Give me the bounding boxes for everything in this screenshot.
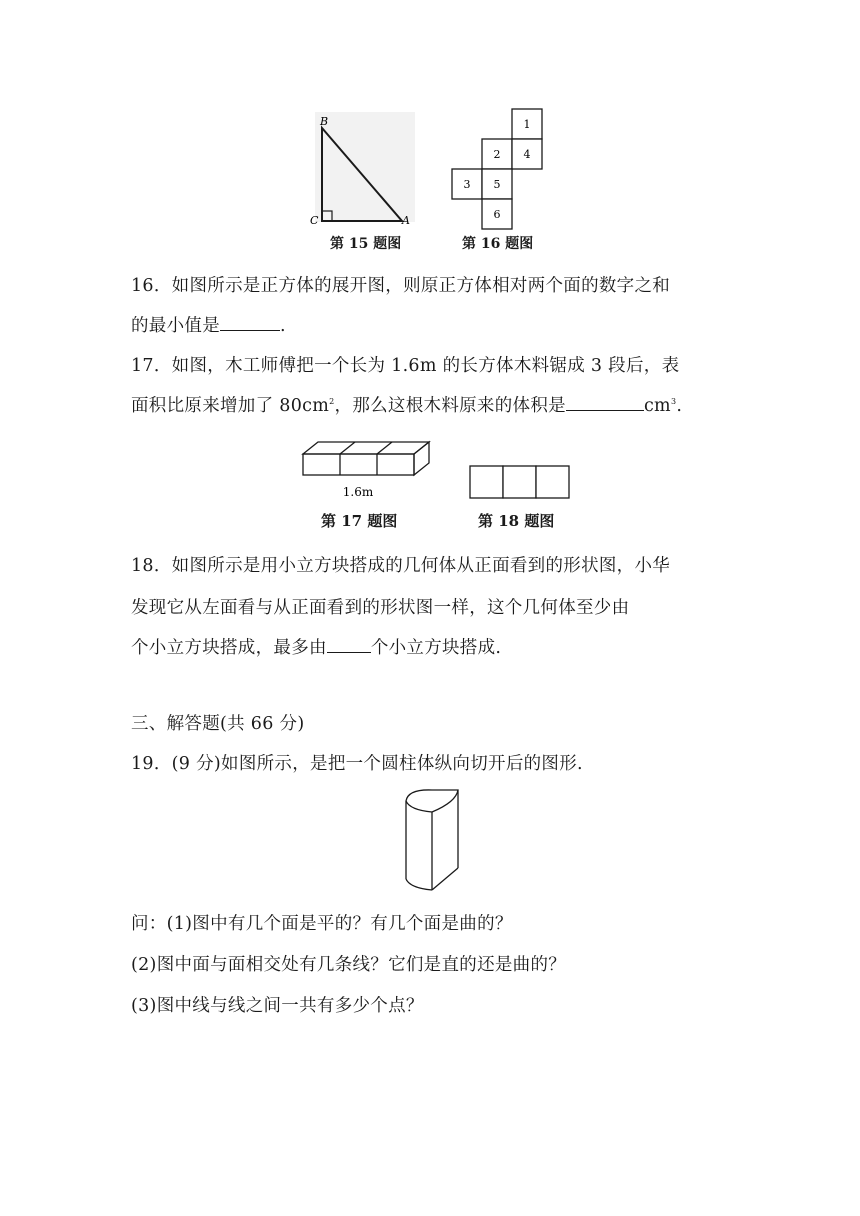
q19-line1: 19．(9 分)如图所示，是把一个圆柱体纵向切开后的图形. bbox=[131, 754, 583, 774]
q17-line2-end: . bbox=[676, 396, 683, 416]
q19-sub2: (2)图中面与面相交处有几条线？它们是直的还是曲的？ bbox=[131, 955, 567, 975]
net-cell-4: 4 bbox=[523, 148, 531, 161]
q17-line2-text-a: 面积比原来增加了 80cm bbox=[131, 396, 330, 416]
figure-15 bbox=[305, 108, 420, 232]
figure-18 bbox=[468, 463, 572, 501]
q17-line2-text-b: ，那么这根木料原来的体积是 bbox=[334, 396, 566, 416]
right-triangle-diagram bbox=[305, 108, 420, 232]
net-cell-1: 1 bbox=[523, 118, 531, 131]
net-cell-2: 2 bbox=[493, 148, 501, 161]
net-cell-6: 6 bbox=[493, 208, 501, 221]
net-cell-3: 3 bbox=[463, 178, 471, 191]
q17-answer-blank[interactable] bbox=[566, 394, 644, 411]
figure-15-caption: 第 15 题图 bbox=[330, 236, 402, 252]
net-cell-5: 5 bbox=[493, 178, 501, 191]
figure-16-caption: 第 16 题图 bbox=[462, 236, 534, 252]
figure-19 bbox=[400, 786, 464, 894]
vertex-a-label: A bbox=[402, 214, 410, 227]
figure-17-caption: 第 17 题图 bbox=[321, 512, 398, 530]
q18-line2: 发现它从左面看与从正面看到的形状图一样，这个几何体至少由 bbox=[131, 598, 630, 618]
figure-18-caption: 第 18 题图 bbox=[478, 512, 555, 530]
vertex-b-label: B bbox=[320, 115, 329, 128]
figure-16 bbox=[450, 106, 550, 230]
q16-line2 bbox=[131, 312, 286, 337]
cube-net-diagram bbox=[450, 106, 550, 230]
vertex-c-label: C bbox=[310, 214, 319, 227]
q19-sub3: (3)图中线与线之间一共有多少个点？ bbox=[131, 996, 424, 1016]
q16-line1: 16．如图所示是正方体的展开图，则原正方体相对两个面的数字之和 bbox=[131, 276, 671, 296]
wood-bar-diagram bbox=[298, 436, 438, 506]
q17-sup2: 2 bbox=[329, 397, 335, 407]
q18-line3 bbox=[131, 634, 501, 659]
q17-unit: cm bbox=[643, 396, 671, 416]
q18-line3-text-a: 个小立方块搭成，最多由 bbox=[131, 638, 327, 658]
q16-line2-text: 的最小值是 bbox=[131, 316, 220, 336]
front-view-diagram bbox=[468, 463, 572, 501]
q16-line2-end: . bbox=[280, 316, 286, 336]
q18-answer-blank[interactable] bbox=[327, 636, 371, 653]
length-label: 1.6m bbox=[342, 485, 374, 499]
q18-line1: 18．如图所示是用小立方块搭成的几何体从正面看到的形状图，小华 bbox=[131, 556, 671, 576]
q17-sup3: 3 bbox=[670, 397, 677, 407]
q19-sub1: 问：(1)图中有几个面是平的？有几个面是曲的？ bbox=[131, 914, 513, 934]
section-heading: 三、解答题(共 66 分) bbox=[131, 714, 305, 734]
q18-line3-text-b: 个小立方块搭成. bbox=[370, 638, 502, 658]
q17-line1: 17．如图，木工师傅把一个长为 1.6m 的长方体木料锯成 3 段后，表 bbox=[131, 356, 680, 376]
q16-answer-blank[interactable] bbox=[220, 314, 280, 331]
half-cylinder-diagram bbox=[400, 786, 464, 894]
figure-17 bbox=[298, 436, 438, 506]
q17-line2 bbox=[131, 392, 682, 417]
